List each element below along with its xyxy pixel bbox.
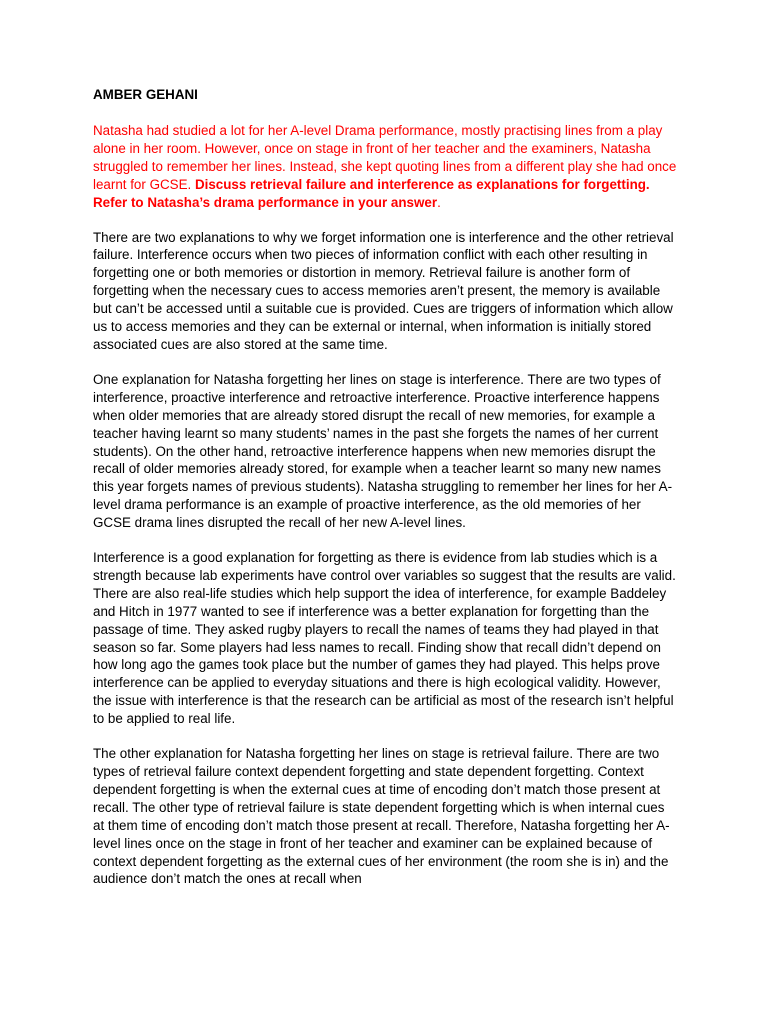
paragraph-retrieval-failure: The other explanation for Natasha forgetting her lines on stage is retrieval failure. There are two types of retrieval failure context dependent forgetting and state dependent forgetting. Context dependent forgetting is when the external cues at time of encoding don’t match those present at recall. The other type of retrieval failure is state dependent forgetting which is when internal cues at them time of encoding don’t match those present at recall. Therefore, Natasha forgetting her A-level lines once on the stage in front of her teacher and examiner can be explained because of context dependent forgetting as the external cues of her environment (the room she is in) and the audience don’t match the ones at recall when <box>93 746 670 887</box>
prompt-scenario: Natasha had studied a lot for her A-level Drama performance, mostly practising lines from a play alone in her room. However, once on stage in front of her teacher and the examiners, Natasha struggled to remember her lines. Instead, she kept quoting lines from a different play she had once learnt for GCSE. <box>93 123 677 192</box>
prompt-task: Discuss retrieval failure and interference as explanations for forgetting. Refer to Natasha’s drama performance in your answer <box>93 176 650 210</box>
paragraph-interference-evaluation: Interference is a good explanation for forgetting as there is evidence from lab studies which is a strength because lab experiments have control over variables so suggest that the results are valid. There are also real-life studies which help support the idea of interference, for example Baddeley and Hitch in 1977 wanted to see if interference was a better explanation for forgetting than the passage of time. They asked rugby players to recall the names of teams they had played in that season so far. Some players had less names to recall. Finding show that recall didn’t depend on how long ago the games took place but the number of games they had played. This helps prove interference can be applied to everyday situations and there is high ecological validity. However, the issue with interference is that the research can be artificial as most of the research isn’t helpful to be applied to real life. <box>93 550 676 727</box>
paragraph-intro: There are two explanations to why we forget information one is interference and the other retrieval failure. Interference occurs when two pieces of information conflict with each other resulting in forgetting one or both memories or distortion in memory. Retrieval failure is another form of forgetting when the necessary cues to access memories aren’t present, the memory is available but can’t be accessed until a suitable cue is provided. Cues are triggers of information which allow us to access memories and they can be external or internal, when information is initially stored associated cues are also stored at the same time. <box>93 229 674 352</box>
prompt-end: . <box>437 194 441 210</box>
paragraph-interference: One explanation for Natasha forgetting her lines on stage is interference. There are two types of interference, proactive interference and retroactive interference. Proactive interference happens when older memories that are already stored disrupt the recall of new memories, for example a teacher having learnt so many students’ names in the past she forgets the names of her current students). On the other hand, retroactive interference happens when new memories disrupt the recall of older memories already stored, for example when a teacher learnt so many new names this year forgets names of previous students). Natasha struggling to remember her lines for her A-level drama performance is an example of proactive interference, as the old memories of her GCSE drama lines disrupted the recall of her new A-level lines. <box>93 371 673 531</box>
author-name: AMBER GEHANI <box>93 87 198 102</box>
essay-prompt <box>93 122 678 212</box>
document-page <box>93 86 678 905</box>
